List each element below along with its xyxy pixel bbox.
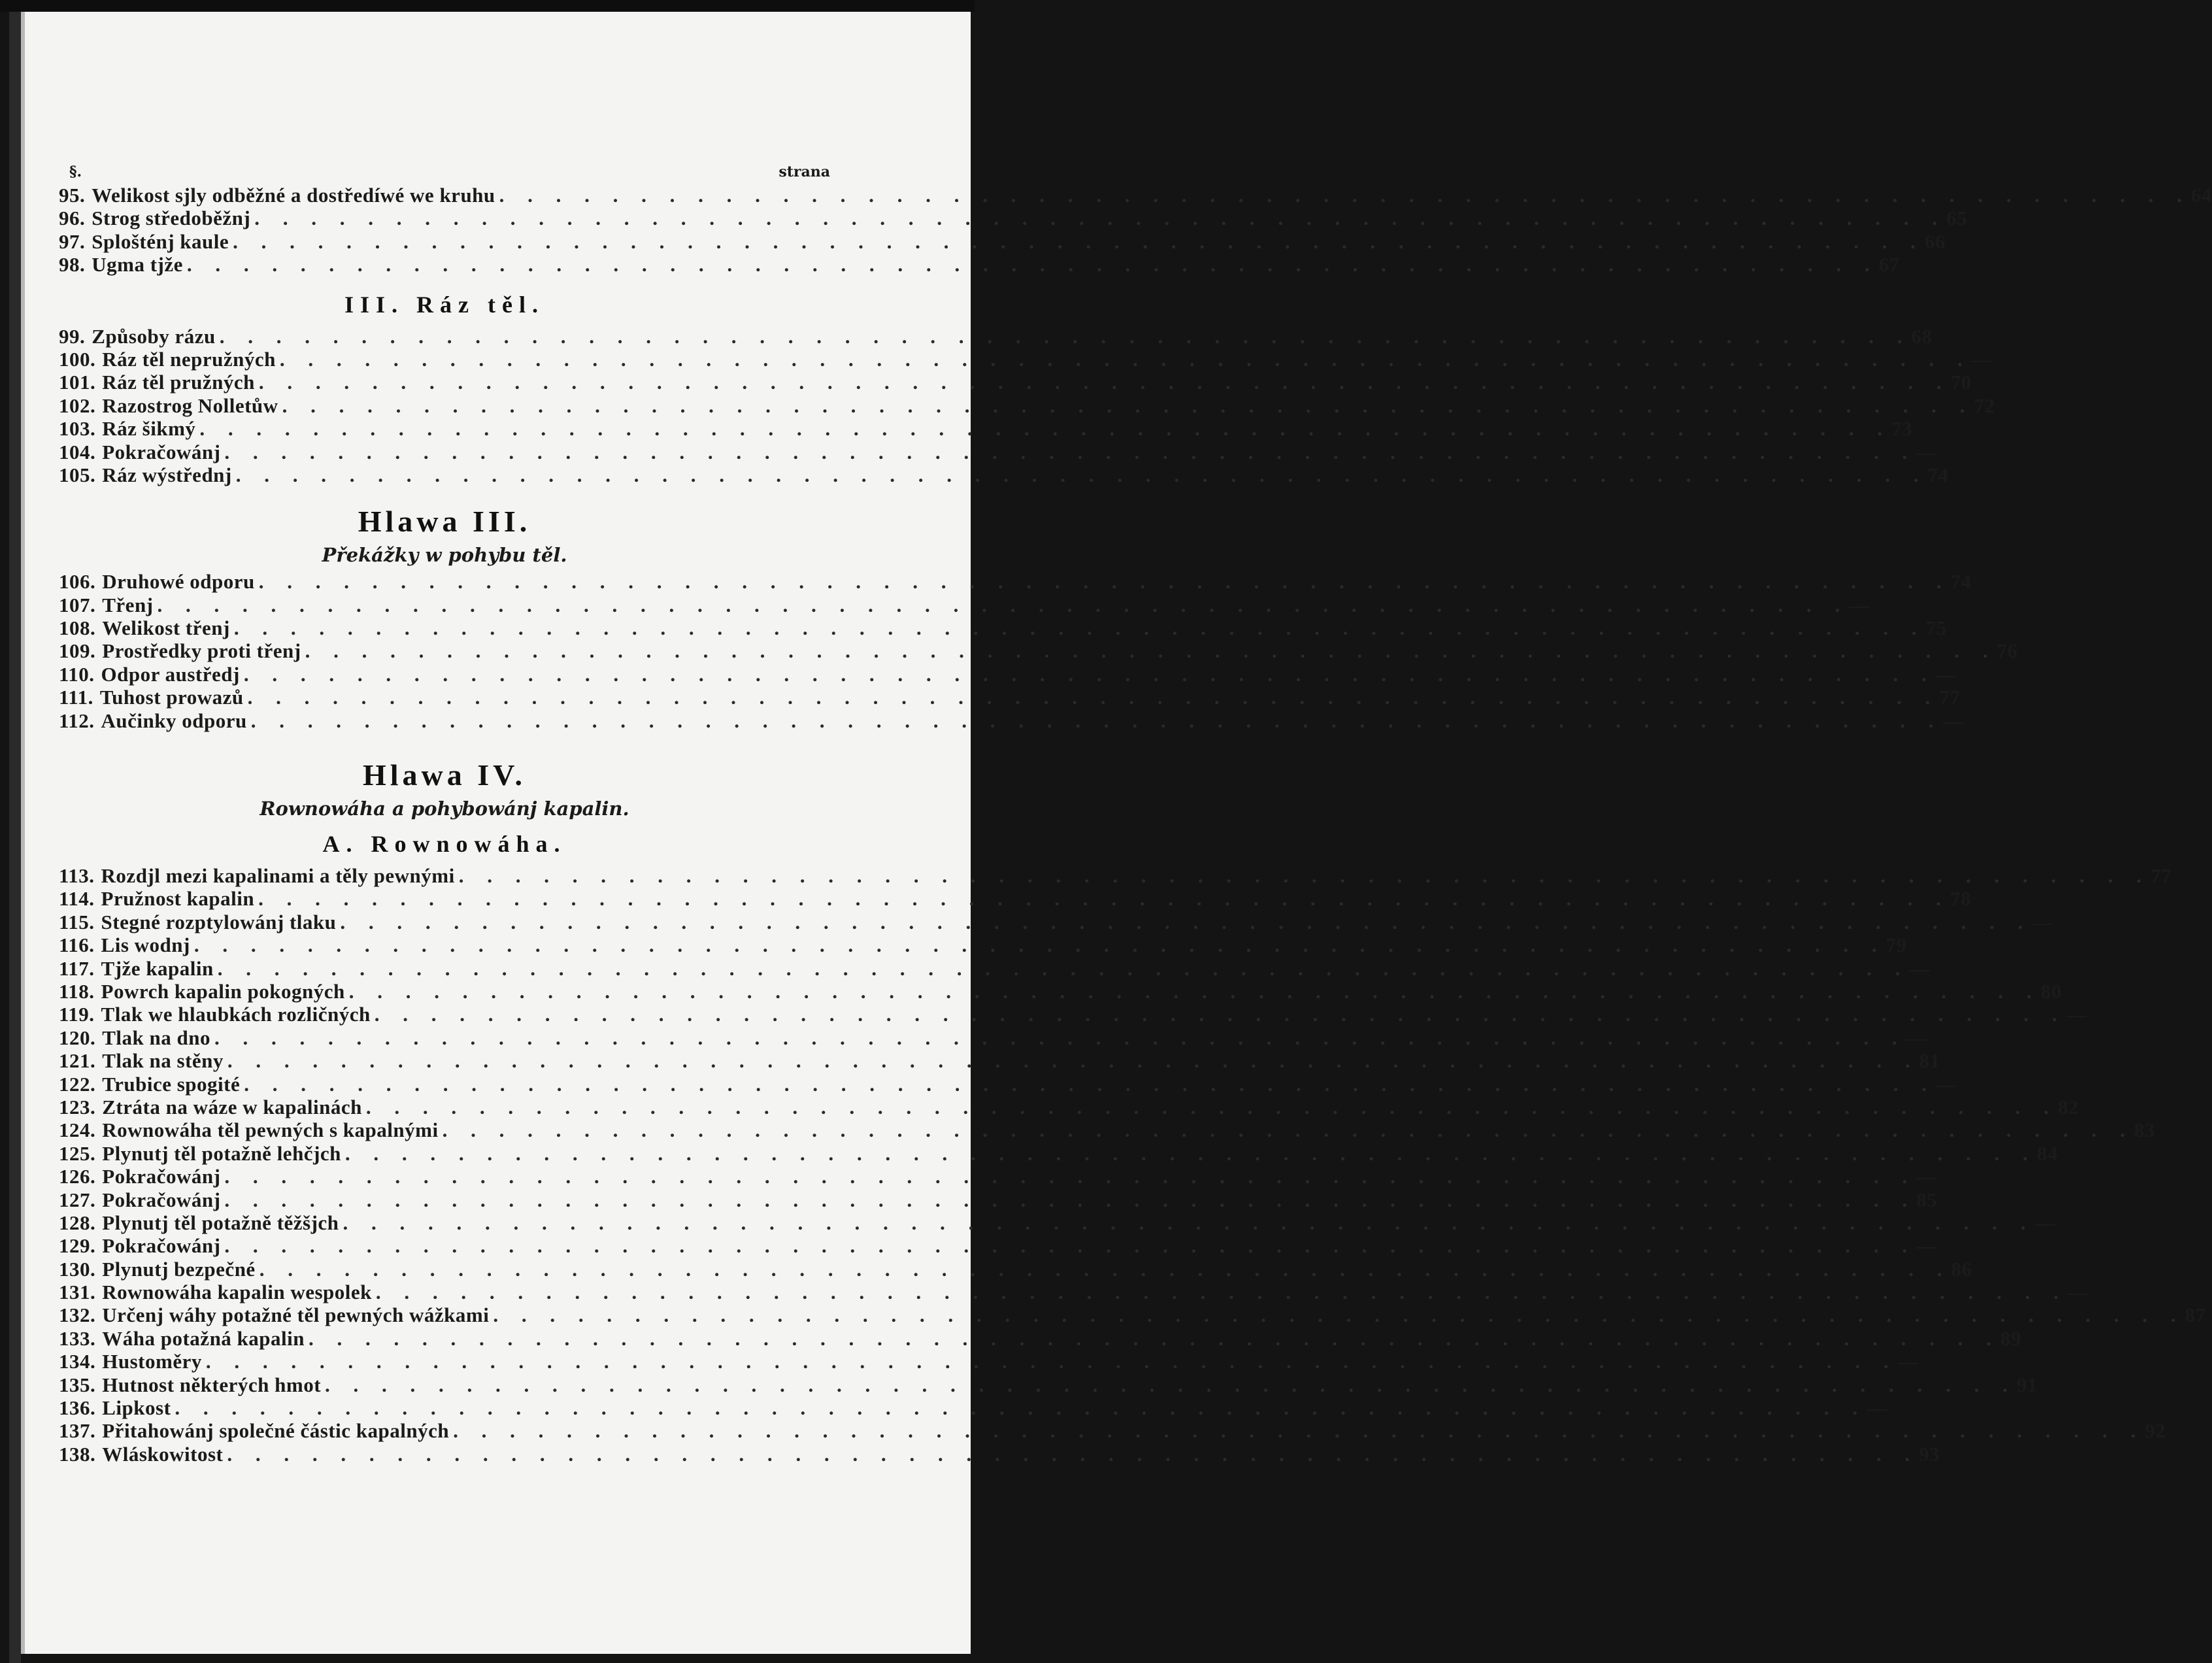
entry-page: 91 — [2017, 1373, 2038, 1396]
entry-number: 123. — [59, 1095, 96, 1118]
section-a-heading: A. Rownowáha. — [322, 831, 567, 858]
entry-number: 117. — [59, 956, 95, 980]
entry-title: Pokračowánj — [102, 1165, 221, 1188]
toc-entry — [59, 593, 1870, 616]
dot-leader: . . . . . . . . . . . . . . . . . . . . . . . . . . . . . . . . . . . . . . . . . . . . . . . . . . . . . . . . . . . . — [305, 639, 1997, 663]
entry-title: Strog středoběžnj — [92, 207, 251, 230]
toc-entry — [59, 686, 1960, 709]
entry-page: 67 — [1879, 253, 1900, 277]
dot-leader: . . . . . . . . . . . . . . . . . . . . . . . . . . . . . . . . . . . . . . . . . . . . . . . . . . . . . . . . . . . . — [193, 933, 1886, 957]
entry-page: 93 — [1919, 1442, 1940, 1466]
dot-leader: . . . . . . . . . . . . . . . . . . . . . . . . . . . . . . . . . . . . . . . . . . . . . . . . . . . . . . . . . . . . — [219, 324, 1911, 348]
entry-title: Plynutj těl potažně těžšjch — [102, 1211, 339, 1234]
entry-title: Tlak na dno — [102, 1026, 211, 1049]
entry-number: 109. — [59, 639, 96, 663]
toc-entry — [59, 1072, 1956, 1096]
toc-entry — [59, 1419, 2166, 1443]
entry-title: Tlak we hlaubkách rozličných — [101, 1003, 371, 1026]
entry-title: Powrch kapalin pokogných — [101, 979, 345, 1003]
entry-number: 127. — [59, 1188, 96, 1211]
entry-title: Welikost sjly odběžné a dostředíwé we kruhu — [92, 184, 495, 207]
dot-leader: . . . . . . . . . . . . . . . . . . . . . . . . . . . . . . . . . . . . . . . . . . . . . . . . . . . . . . . . . . . . — [375, 1281, 2068, 1304]
dot-leader: . . . . . . . . . . . . . . . . . . . . . . . . . . . . . . . . . . . . . . . . . . . . . . . . . . . . . . . . . . . . — [254, 207, 1947, 230]
dot-leader: . . . . . . . . . . . . . . . . . . . . . . . . . . . . . . . . . . . . . . . . . . . . . . . . . . . . . . . . . . . . — [344, 1141, 2037, 1165]
chapter-4-title: Hlawa IV. — [363, 758, 526, 792]
entry-number: 98. — [59, 253, 86, 277]
entry-page: 83 — [2134, 1118, 2155, 1142]
entry-number: 104. — [59, 440, 96, 463]
entry-number: 95. — [59, 184, 86, 207]
entry-page: 66 — [1924, 229, 1946, 253]
dot-leader: . . . . . . . . . . . . . . . . . . . . . . . . . . . . . . . . . . . . . . . . . . . . . . . . . . . . . . . . . . . . — [233, 229, 1925, 253]
entry-number: 110. — [59, 662, 95, 686]
book-spine-edge — [9, 12, 21, 1663]
entry-number: 129. — [59, 1234, 96, 1258]
entry-number: 130. — [59, 1257, 96, 1281]
entry-title: Rozdjl mezi kapalinami a těly pewnými — [101, 864, 455, 888]
entry-number: 134. — [59, 1350, 96, 1373]
toc-entry — [59, 253, 1900, 277]
entry-title: Wláskowitost — [102, 1442, 224, 1466]
entry-page: 77 — [1939, 686, 1960, 709]
entry-page: 73 — [1891, 417, 1913, 441]
dot-leader: . . . . . . . . . . . . . . . . . . . . . . . . . . . . . . . . . . . . . . . . . . . . . . . . . . . . . . . . . . . . — [224, 440, 1917, 463]
entry-page: 85 — [1916, 1188, 1937, 1211]
toc-entry — [59, 662, 1956, 686]
entry-title: Splošténj kaule — [92, 229, 229, 253]
dot-leader: . . . . . . . . . . . . . . . . . . . . . . . . . . . . . . . . . . . . . . . . . . . . . . . . . . . . . . . . . . . . — [309, 1326, 2001, 1350]
entry-number: 122. — [59, 1072, 96, 1096]
entry-page: 72 — [1973, 394, 1995, 417]
section-mark: §. — [69, 163, 82, 180]
dot-leader: . . . . . . . . . . . . . . . . . . . . . . . . . . . . . . . . . . . . . . . . . . . . . . . . . . . . . . . . . . . . — [224, 1234, 1917, 1258]
toc-entry — [59, 207, 1968, 230]
entry-title: Rownowáha těl pewných s kapalnými — [102, 1118, 439, 1142]
dot-leader: . . . . . . . . . . . . . . . . . . . . . . . . . . . . . . . . . . . . . . . . . . . . . . . . . . . . . . . . . . . . — [214, 1026, 1907, 1049]
entry-page: — — [1866, 1396, 1888, 1420]
toc-group-4 — [59, 864, 2206, 1466]
entry-title: Přitahowánj společné částic kapalných — [102, 1419, 450, 1443]
toc-entry — [59, 417, 1913, 441]
dot-leader: . . . . . . . . . . . . . . . . . . . . . . . . . . . . . . . . . . . . . . . . . . . . . . . . . . . . . . . . . . . . — [340, 910, 2032, 933]
dot-leader: . . . . . . . . . . . . . . . . . . . . . . . . . . . . . . . . . . . . . . . . . . . . . . . . . . . . . . . . . . . . — [343, 1211, 2035, 1234]
entry-number: 135. — [59, 1373, 96, 1396]
entry-page: — — [2068, 1281, 2088, 1304]
section-heading-3: III. Ráz těl. — [344, 291, 545, 318]
dot-leader: . . . . . . . . . . . . . . . . . . . . . . . . . . . . . . . . . . . . . . . . . . . . . . . . . . . . . . . . . . . . — [259, 1257, 1951, 1281]
entry-title: Odpor austředj — [101, 662, 240, 686]
entry-page: — — [1916, 1165, 1937, 1188]
dot-leader: . . . . . . . . . . . . . . . . . . . . . . . . . . . . . . . . . . . . . . . . . . . . . . . . . . . . . . . . . . . . — [453, 1419, 2145, 1443]
toc-entry — [59, 709, 1964, 732]
entry-number: 126. — [59, 1165, 96, 1188]
toc-entry — [59, 1165, 1937, 1188]
entry-page: — — [2066, 1003, 2087, 1026]
dot-leader: . . . . . . . . . . . . . . . . . . . . . . . . . . . . . . . . . . . . . . . . . . . . . . . . . . . . . . . . . . . . — [325, 1373, 2017, 1396]
entry-page: 87 — [2185, 1303, 2206, 1327]
entry-page: — — [1906, 1026, 1927, 1049]
entry-title: Ráz těl nepružných — [102, 347, 276, 371]
entry-title: Stegné rozptylowánj tlaku — [101, 910, 337, 933]
toc-group-2 — [59, 324, 1995, 487]
entry-number: 107. — [59, 593, 96, 616]
entry-number: 118. — [59, 979, 95, 1003]
entry-page: — — [1916, 1234, 1937, 1258]
dot-leader: . . . . . . . . . . . . . . . . . . . . . . . . . . . . . . . . . . . . . . . . . . . . . . . . . . . . . . . . . . . . — [258, 371, 1951, 394]
chapter-3-title: Hlawa III. — [358, 505, 531, 539]
chapter-4-subtitle: Rownowáha a pohybowánj kapalin. — [260, 798, 629, 820]
entry-page: 86 — [1951, 1257, 1972, 1281]
entry-title: Třenj — [102, 593, 154, 616]
chapter-3-subtitle: Překážky w pohybu těl. — [322, 544, 567, 567]
toc-entry — [59, 1257, 1972, 1281]
entry-title: Rownowáha kapalin wespolek — [102, 1281, 372, 1304]
dot-leader: . . . . . . . . . . . . . . . . . . . . . . . . . . . . . . . . . . . . . . . . . . . . . . . . . . . . . . . . . . . . — [224, 1165, 1917, 1188]
entry-title: Ráz šikmý — [102, 417, 196, 441]
toc-entry — [59, 463, 1949, 486]
entry-page: 84 — [2037, 1141, 2058, 1165]
dot-leader: . . . . . . . . . . . . . . . . . . . . . . . . . . . . . . . . . . . . . . . . . . . . . . . . . . . . . . . . . . . . — [157, 593, 1849, 616]
dot-leader: . . . . . . . . . . . . . . . . . . . . . . . . . . . . . . . . . . . . . . . . . . . . . . . . . . . . . . . . . . . . — [258, 887, 1951, 911]
entry-page: — — [1936, 1072, 1956, 1096]
entry-number: 133. — [59, 1326, 96, 1350]
entry-page: — — [1898, 1350, 1919, 1373]
toc-entry — [59, 1026, 1927, 1049]
dot-leader: . . . . . . . . . . . . . . . . . . . . . . . . . . . . . . . . . . . . . . . . . . . . . . . . . . . . . . . . . . . . — [282, 394, 1974, 417]
dot-leader: . . . . . . . . . . . . . . . . . . . . . . . . . . . . . . . . . . . . . . . . . . . . . . . . . . . . . . . . . . . . — [235, 463, 1928, 486]
toc-entry — [59, 347, 1992, 371]
dot-leader: . . . . . . . . . . . . . . . . . . . . . . . . . . . . . . . . . . . . . . . . . . . . . . . . . . . . . . . . . . . . — [243, 662, 1936, 686]
toc-entry — [59, 1303, 2206, 1327]
entry-number: 105. — [59, 463, 96, 486]
dot-leader: . . . . . . . . . . . . . . . . . . . . . . . . . . . . . . . . . . . . . . . . . . . . . . . . . . . . . . . . . . . . — [217, 956, 1910, 980]
entry-page: 65 — [1946, 207, 1968, 230]
scan-top-border — [0, 0, 975, 12]
entry-title: Hutnost některých hmot — [102, 1373, 322, 1396]
dot-leader: . . . . . . . . . . . . . . . . . . . . . . . . . . . . . . . . . . . . . . . . . . . . . . . . . . . . . . . . . . . . — [199, 417, 1892, 441]
toc-entry — [59, 1373, 2038, 1396]
entry-number: 96. — [59, 207, 86, 230]
entry-page: 64 — [2190, 184, 2212, 207]
dot-leader: . . . . . . . . . . . . . . . . . . . . . . . . . . . . . . . . . . . . . . . . . . . . . . . . . . . . . . . . . . . . — [279, 347, 1972, 371]
entry-number: 108. — [59, 616, 96, 640]
entry-title: Plynutj bezpečné — [102, 1257, 256, 1281]
toc-entry — [59, 1326, 2022, 1350]
entry-title: Plynutj těl potažně lehčjch — [102, 1141, 341, 1165]
entry-number: 115. — [59, 910, 95, 933]
toc-entry — [59, 910, 2053, 933]
entry-number: 138. — [59, 1442, 96, 1466]
entry-number: 119. — [59, 1003, 95, 1026]
toc-entry — [59, 229, 1946, 253]
entry-page: — — [2034, 1211, 2056, 1234]
entry-number: 120. — [59, 1026, 96, 1049]
toc-entry — [59, 1049, 1941, 1073]
entry-number: 102. — [59, 394, 96, 417]
entry-number: 99. — [59, 324, 86, 348]
dot-leader: . . . . . . . . . . . . . . . . . . . . . . . . . . . . . . . . . . . . . . . . . . . . . . . . . . . . . . . . . . . . — [227, 1442, 1919, 1466]
entry-page: — — [1916, 440, 1937, 463]
dot-leader: . . . . . . . . . . . . . . . . . . . . . . . . . . . . . . . . . . . . . . . . . . . . . . . . . . . . . . . . . . . . — [365, 1095, 2058, 1118]
entry-number: 137. — [59, 1419, 96, 1443]
entry-page: 78 — [1950, 887, 1971, 911]
toc-entry — [59, 394, 1995, 417]
dot-leader: . . . . . . . . . . . . . . . . . . . . . . . . . . . . . . . . . . . . . . . . . . . . . . . . . . . . . . . . . . . . — [258, 570, 1951, 594]
toc-group-1 — [59, 184, 2212, 277]
entry-number: 121. — [59, 1049, 96, 1073]
entry-number: 111. — [59, 686, 93, 709]
entry-page: 89 — [2000, 1326, 2022, 1350]
toc-entry — [59, 1442, 1940, 1466]
entry-page: 74 — [1928, 463, 1949, 486]
dot-leader: . . . . . . . . . . . . . . . . . . . . . . . . . . . . . . . . . . . . . . . . . . . . . . . . . . . . . . . . . . . . — [499, 184, 2191, 207]
toc-entry — [59, 184, 2212, 207]
dot-leader: . . . . . . . . . . . . . . . . . . . . . . . . . . . . . . . . . . . . . . . . . . . . . . . . . . . . . . . . . . . . — [247, 686, 1939, 709]
dot-leader: . . . . . . . . . . . . . . . . . . . . . . . . . . . . . . . . . . . . . . . . . . . . . . . . . . . . . . . . . . . . — [233, 616, 1926, 640]
entry-page: 82 — [2058, 1095, 2079, 1118]
entry-page: — — [1943, 709, 1964, 732]
entry-title: Wáha potažná kapalin — [102, 1326, 305, 1350]
entry-number: 124. — [59, 1118, 96, 1142]
entry-title: Ugma tjže — [92, 253, 183, 277]
entry-page: 70 — [1951, 371, 1972, 394]
toc-entry — [59, 864, 2171, 888]
entry-number: 100. — [59, 347, 96, 371]
entry-title: Druhowé odporu — [102, 570, 255, 594]
entry-number: 101. — [59, 371, 96, 394]
toc-entry — [59, 371, 1972, 394]
toc-entry — [59, 440, 1937, 463]
toc-entry — [59, 1350, 1919, 1373]
toc-entry — [59, 324, 1932, 348]
entry-title: Pokračowánj — [102, 440, 221, 463]
entry-number: 113. — [59, 864, 95, 888]
entry-title: Tjže kapalin — [101, 956, 214, 980]
entry-title: Ráz těl pružných — [102, 371, 255, 394]
entry-title: Tlak na stěny — [102, 1049, 224, 1073]
toc-entry — [59, 616, 1947, 640]
entry-page: — — [2032, 910, 2053, 933]
entry-page: — — [1849, 593, 1870, 616]
entry-number: 112. — [59, 709, 95, 732]
dot-leader: . . . . . . . . . . . . . . . . . . . . . . . . . . . . . . . . . . . . . . . . . . . . . . . . . . . . . . . . . . . . — [205, 1350, 1898, 1373]
entry-number: 106. — [59, 570, 96, 594]
dot-leader: . . . . . . . . . . . . . . . . . . . . . . . . . . . . . . . . . . . . . . . . . . . . . . . . . . . . . . . . . . . . — [175, 1396, 1867, 1420]
entry-number: 103. — [59, 417, 96, 441]
toc-entry — [59, 956, 1930, 980]
toc-group-3 — [59, 570, 2018, 732]
dot-leader: . . . . . . . . . . . . . . . . . . . . . . . . . . . . . . . . . . . . . . . . . . . . . . . . . . . . . . . . . . . . — [348, 979, 2041, 1003]
dot-leader: . . . . . . . . . . . . . . . . . . . . . . . . . . . . . . . . . . . . . . . . . . . . . . . . . . . . . . . . . . . . — [186, 253, 1879, 277]
toc-entry — [59, 979, 2062, 1003]
entry-title: Hustoměry — [102, 1350, 202, 1373]
dot-leader: . . . . . . . . . . . . . . . . . . . . . . . . . . . . . . . . . . . . . . . . . . . . . . . . . . . . . . . . . . . . — [374, 1003, 2066, 1026]
dot-leader: . . . . . . . . . . . . . . . . . . . . . . . . . . . . . . . . . . . . . . . . . . . . . . . . . . . . . . . . . . . . — [442, 1118, 2134, 1142]
entry-title: Lipkost — [102, 1396, 171, 1420]
toc-entry — [59, 570, 1972, 594]
entry-number: 131. — [59, 1281, 96, 1304]
entry-page: 68 — [1911, 324, 1932, 348]
toc-entry — [59, 639, 2018, 663]
entry-page: 74 — [1951, 570, 1972, 594]
entry-title: Určenj wáhy potažné těl pewných wážkami — [102, 1303, 490, 1327]
dot-leader: . . . . . . . . . . . . . . . . . . . . . . . . . . . . . . . . . . . . . . . . . . . . . . . . . . . . . . . . . . . . — [244, 1072, 1936, 1096]
toc-entry — [59, 1003, 2087, 1026]
dot-leader: . . . . . . . . . . . . . . . . . . . . . . . . . . . . . . . . . . . . . . . . . . . . . . . . . . . . . . . . . . . . — [458, 864, 2151, 888]
entry-page: — — [1971, 347, 1992, 371]
toc-entry — [59, 1141, 2058, 1165]
entry-page: 75 — [1926, 616, 1947, 640]
entry-number: 128. — [59, 1211, 96, 1234]
entry-title: Prostředky proti třenj — [102, 639, 301, 663]
entry-page: — — [1936, 662, 1956, 686]
entry-title: Ráz wýstřednj — [102, 463, 232, 486]
entry-page: 80 — [2041, 979, 2062, 1003]
entry-number: 132. — [59, 1303, 96, 1327]
toc-entry — [59, 1095, 2079, 1118]
dot-leader: . . . . . . . . . . . . . . . . . . . . . . . . . . . . . . . . . . . . . . . . . . . . . . . . . . . . . . . . . . . . — [493, 1303, 2185, 1327]
entry-title: Pokračowánj — [102, 1234, 221, 1258]
entry-title: Pružnost kapalin — [101, 887, 255, 911]
dot-leader: . . . . . . . . . . . . . . . . . . . . . . . . . . . . . . . . . . . . . . . . . . . . . . . . . . . . . . . . . . . . — [250, 709, 1943, 732]
entry-number: 97. — [59, 229, 86, 253]
entry-title: Tuhost prowazů — [99, 686, 244, 709]
entry-page: — — [1909, 956, 1930, 980]
entry-number: 114. — [59, 887, 95, 911]
entry-title: Trubice spogité — [102, 1072, 241, 1096]
column-header — [59, 160, 830, 184]
entry-title: Aučinky odporu — [101, 709, 247, 732]
entry-title: Razostrog Nolletůw — [102, 394, 278, 417]
entry-page: 92 — [2145, 1419, 2166, 1443]
entry-title: Způsoby rázu — [92, 324, 216, 348]
toc-entry — [59, 1211, 2056, 1234]
entry-title: Lis wodnj — [101, 933, 190, 957]
entry-page: 76 — [1996, 639, 2018, 663]
dot-leader: . . . . . . . . . . . . . . . . . . . . . . . . . . . . . . . . . . . . . . . . . . . . . . . . . . . . . . . . . . . . — [224, 1188, 1917, 1211]
toc-entry — [59, 887, 1971, 911]
entry-title: Pokračowánj — [102, 1188, 221, 1211]
toc-entry — [59, 933, 1907, 957]
entry-number: 136. — [59, 1396, 96, 1420]
toc-entry — [59, 1118, 2155, 1142]
entry-page: 81 — [1919, 1049, 1941, 1073]
entry-page: 79 — [1886, 933, 1907, 957]
table-of-contents — [59, 160, 2212, 1466]
toc-entry — [59, 1188, 1937, 1211]
toc-entry — [59, 1396, 1888, 1420]
page-label: strana — [779, 163, 830, 180]
entry-number: 125. — [59, 1141, 96, 1165]
entry-number: 116. — [59, 933, 95, 957]
entry-title: Welikost třenj — [102, 616, 230, 640]
dot-leader: . . . . . . . . . . . . . . . . . . . . . . . . . . . . . . . . . . . . . . . . . . . . . . . . . . . . . . . . . . . . — [227, 1049, 1920, 1073]
toc-entry — [59, 1281, 2088, 1304]
toc-entry — [59, 1234, 1937, 1258]
entry-page: 77 — [2150, 864, 2171, 888]
entry-title: Ztráta na wáze w kapalinách — [102, 1095, 362, 1118]
